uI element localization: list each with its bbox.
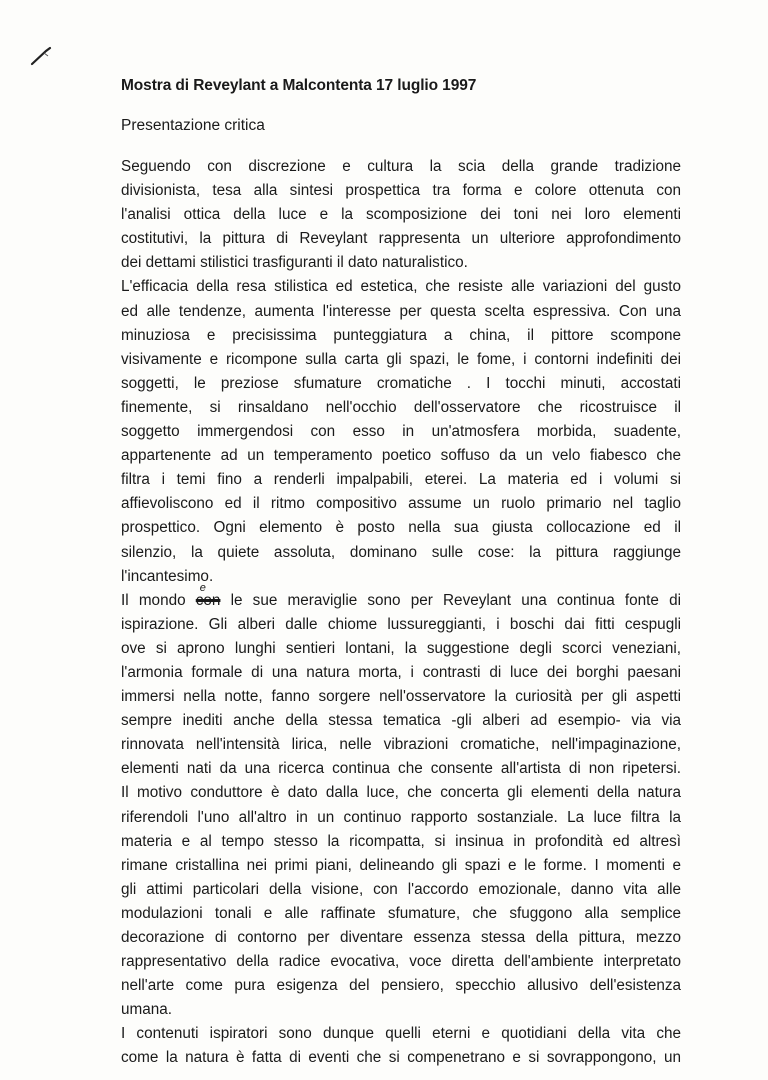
text-line: ed alle tendenze, aumenta l'interesse per questa scelta espressiva. Con una: [121, 302, 681, 320]
text-line: materia e al tempo stesso la ricompatta, si insinua in profondità ed altresì: [121, 832, 681, 850]
text-line: umana.: [121, 1001, 173, 1019]
struck-word: con: [195, 591, 221, 609]
text-line: I contenuti ispiratori sono dunque quelli eterni e quotidiani della vita che: [121, 1025, 681, 1043]
document-body: [121, 155, 681, 1071]
text-line: divisionista, tesa alla sintesi prospettica tra forma e colore ottenuta con: [121, 182, 681, 200]
handwritten-correction: [195, 581, 221, 613]
text-line: visivamente e ricompone sulla carta gli spazi, le fome, i contorni indefiniti dei: [121, 350, 681, 368]
text-line: l'analisi ottica della luce e la scomposizione dei toni nei loro elementi: [121, 206, 681, 224]
text-line: affievoliscono ed il ritmo compositivo assume un ruolo primario nel taglio: [121, 495, 681, 513]
inserted-word: e: [199, 581, 206, 594]
text-line: ove si aprono lunghi sentieri lontani, la suggestione degli scorci veneziani,: [121, 639, 681, 657]
text-line: l'armonia formale di una natura morta, i contrasti di luce dei borghi paesani: [121, 663, 681, 681]
text-line: L'efficacia della resa stilistica ed estetica, che resiste alle variazioni del gusto: [121, 278, 681, 296]
text-line: prospettico. Ogni elemento è posto nella sua giusta collocazione ed il: [121, 519, 681, 537]
text-line: silenzio, la quiete assoluta, dominano sulle cose: la pittura raggiunge: [121, 543, 681, 561]
text-line: immersi nella notte, fanno sorgere nell'osservatore la curiosità per gli aspetti: [121, 688, 681, 706]
text-line: appartenente ad un temperamento poetico soffuso da un velo fiabesco che: [121, 447, 681, 465]
text-line: riferendoli l'uno all'altro in un continuo rapporto sostanziale. La luce filtra la: [121, 808, 681, 826]
text-line: l'incantesimo.: [121, 567, 214, 585]
document-subtitle: Presentazione critica: [121, 117, 265, 134]
text-line: ispirazione. Gli alberi dalle chiome lussureggianti, i boschi dai fitti cespugli: [121, 615, 681, 633]
document-title: Mostra di Reveylant a Malcontenta 17 luglio 1997: [121, 77, 477, 94]
correction-after: le sue meraviglie sono per Reveylant una continua fonte di: [220, 591, 681, 609]
text-line: decorazione di contorno per diventare essenza stessa della pittura, mezzo: [121, 929, 681, 946]
text-line: Il motivo conduttore è dato dalla luce, che concerta gli elementi della natura: [121, 784, 681, 802]
text-line: come la natura è fatta di eventi che si compenetrano e si sovrappongono, un: [121, 1049, 681, 1067]
text-line: Seguendo con discrezione e cultura la scia della grande tradizione: [121, 158, 681, 175]
correction-line: [121, 581, 681, 613]
text-line: dei dettami stilistici trasfiguranti il dato naturalistico.: [121, 254, 468, 272]
text-line: minuziosa e precisissima punteggiatura a china, il pittore scompone: [121, 326, 681, 344]
text-line: soggetto immergendosi con esso in un'atmosfera morbida, suadente,: [121, 423, 681, 441]
text-line: filtra i temi fino a renderli impalpabili, eterei. La materia ed i volumi si: [121, 471, 681, 489]
text-line: elementi nati da una ricerca continua che consente all'artista di non ripetersi.: [121, 760, 681, 778]
correction-before: Il mondo: [121, 591, 196, 609]
text-line: sempre inediti anche della stessa tematica -gli alberi ad esempio- via via: [121, 712, 681, 730]
text-line: soggetti, le preziose sfumature cromatiche . I tocchi minuti, accostati: [121, 374, 681, 392]
text-line: rimane cristallina nei primi piani, delineando gli spazi e le forme. I momenti e: [121, 856, 681, 874]
text-line: gli attimi particolari della visione, con l'accordo emozionale, danno vita alle: [121, 880, 681, 898]
text-line: costitutivi, la pittura di Reveylant rappresenta un ulteriore approfondimento: [121, 230, 681, 248]
text-line: modulazioni tonali e alle raffinate sfumature, che sfuggono alla semplice: [121, 904, 681, 922]
text-line: nell'arte come pura esigenza del pensiero, specchio allusivo dell'esistenza: [121, 977, 681, 995]
text-line: rappresentativo della radice evocativa, voce diretta dell'ambiente interpretato: [121, 953, 681, 971]
pen-mark-icon: [30, 44, 64, 66]
text-line: rinnovata nell'intensità lirica, nelle vibrazioni cromatiche, nell'impaginazione,: [121, 736, 681, 754]
text-line: finemente, si rinsaldano nell'occhio dell'osservatore che ricostruisce il: [121, 398, 681, 416]
